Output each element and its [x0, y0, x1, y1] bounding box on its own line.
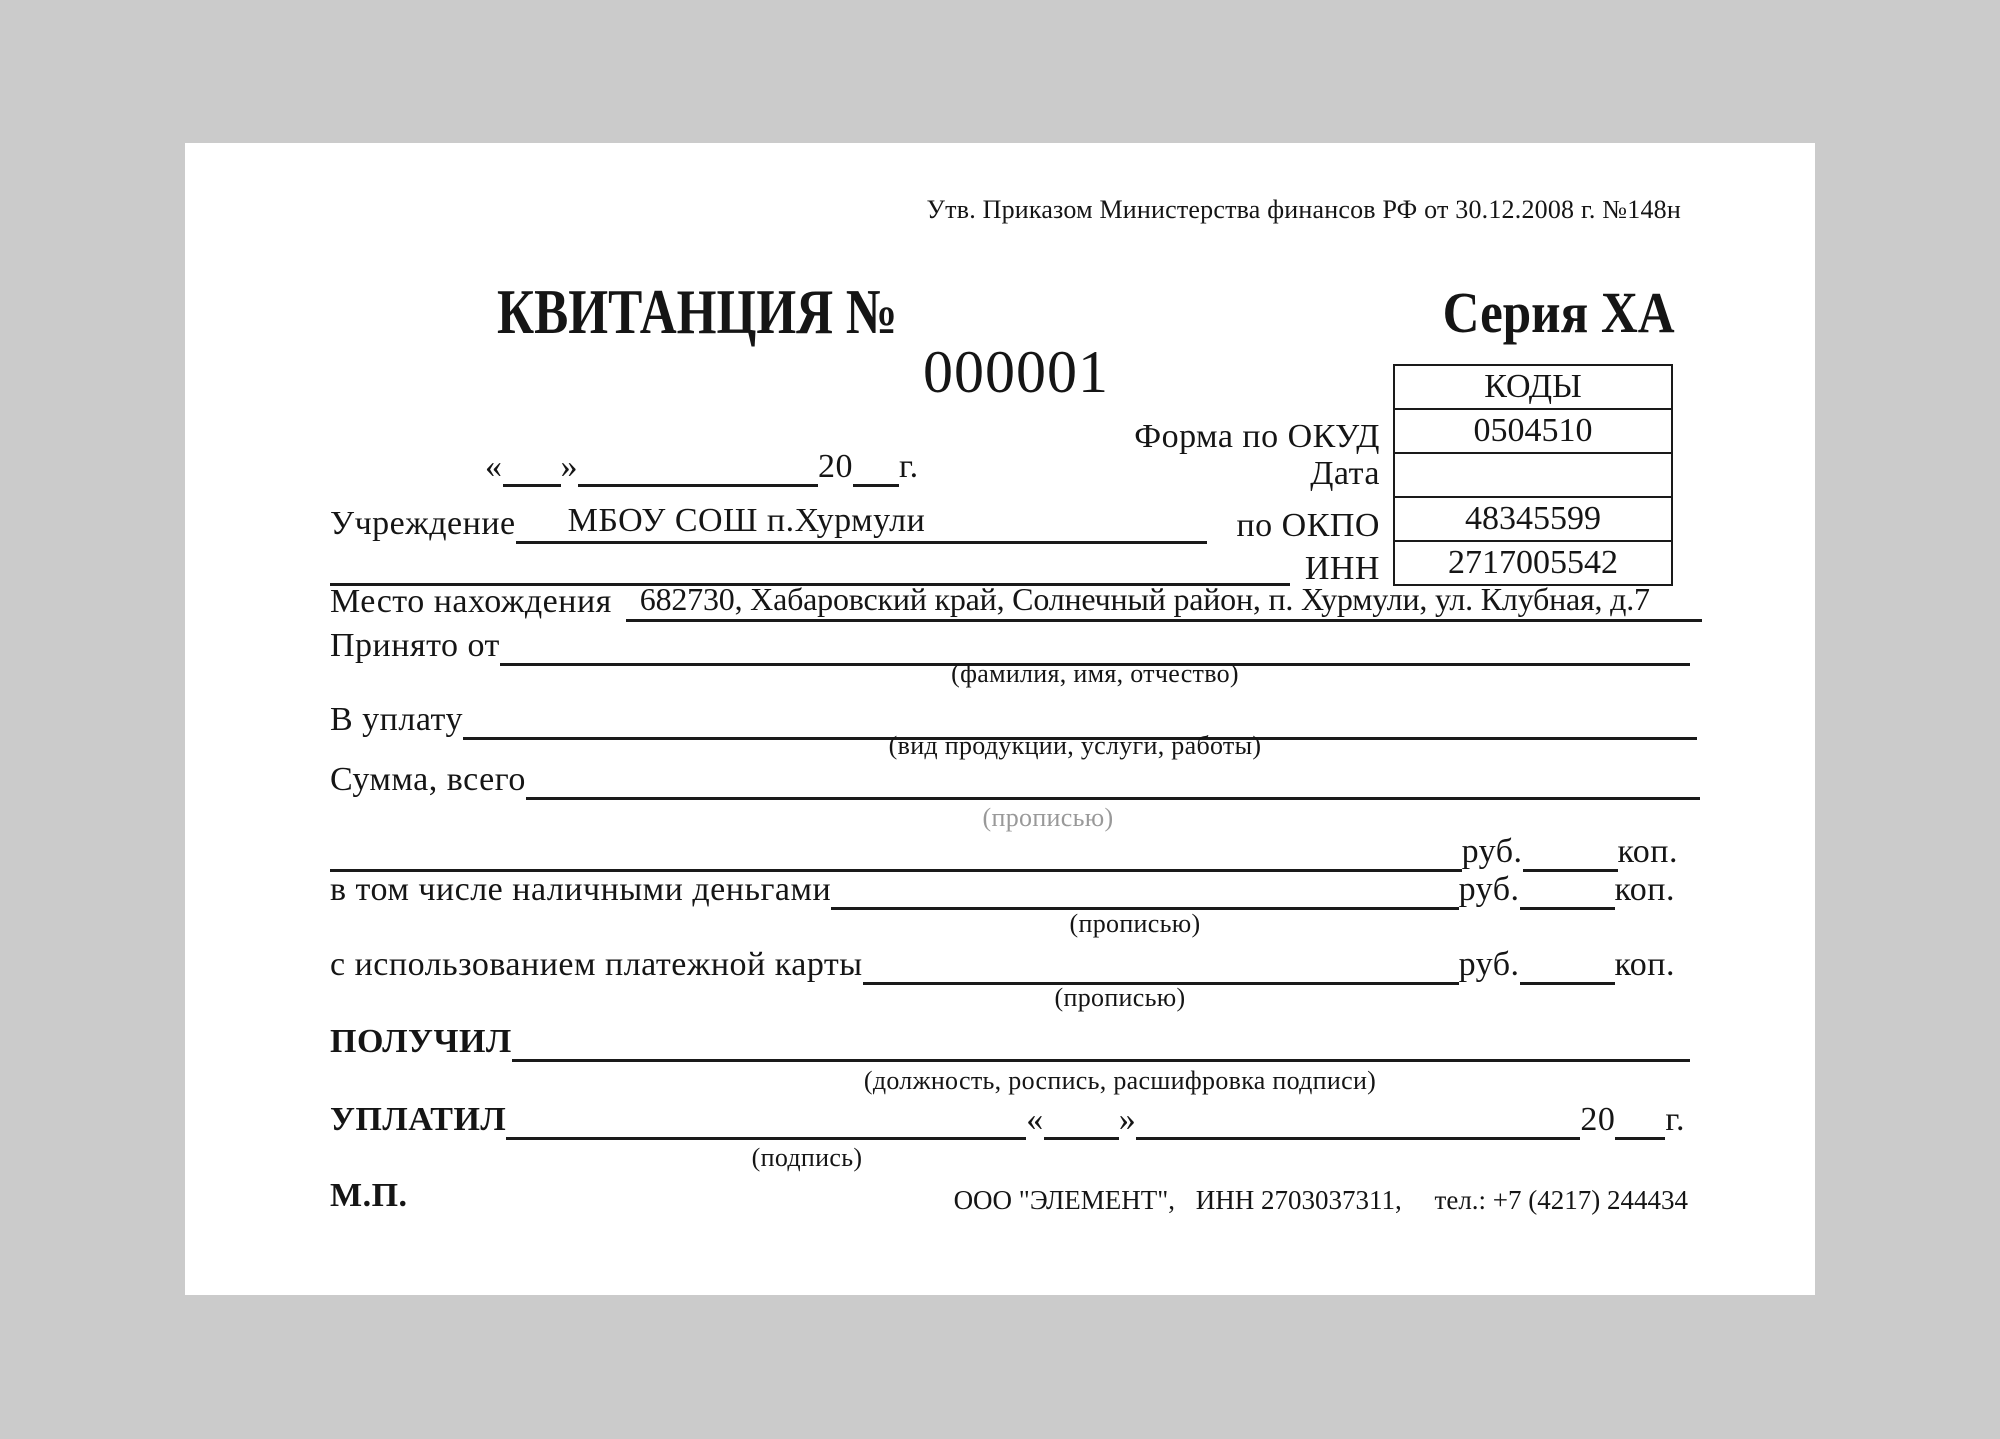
okud-code-cell: 0504510 [1395, 408, 1671, 452]
institution-label: Учреждение [330, 505, 516, 542]
payment-for-hint: (вид продукции, услуги, работы) [888, 731, 1262, 760]
received-from-label: Принято от [330, 627, 500, 664]
paid-month-field [1136, 1095, 1580, 1140]
cash-label: в том числе наличными деньгами [330, 871, 832, 908]
vendor-phone: тел.: +7 (4217) 244434 [1434, 1185, 1688, 1215]
received-from-hint: (фамилия, имя, отчество) [951, 659, 1239, 688]
inn-code-cell: 2717005542 [1395, 540, 1671, 584]
year-field [853, 442, 899, 487]
vendor-footer [954, 1183, 1688, 1217]
card-rub-field [1520, 940, 1615, 985]
location-label: Место нахождения [330, 583, 612, 620]
kop-label: коп. [1614, 946, 1675, 983]
series-label: Серия ХА [1442, 280, 1675, 345]
paid-by-label: УПЛАТИЛ [330, 1101, 507, 1138]
received-by-field [512, 1017, 1690, 1062]
location-value: 682730, Хабаровский край, Солнечный район, п. Хурмули, ул. Клубная, д.7 [639, 581, 1650, 617]
vendor-company: ООО "ЭЛЕМЕНТ", [953, 1185, 1176, 1215]
cash-line [330, 868, 1675, 910]
codes-table [1393, 364, 1673, 586]
total-words-hint: (прописью) [982, 803, 1114, 832]
day-field [503, 442, 561, 487]
quote-open: « [1026, 1101, 1044, 1138]
date-label: Дата [1310, 455, 1380, 492]
quote-open: « [485, 448, 503, 485]
date-line [485, 445, 936, 487]
total-field [526, 755, 1700, 800]
month-field [578, 442, 818, 487]
paid-by-line [330, 1098, 1685, 1140]
stamp-label: М.П. [330, 1177, 408, 1214]
receipt-document [185, 143, 1815, 1295]
kop-label: коп. [1614, 871, 1675, 908]
kop-label: коп. [1617, 833, 1678, 870]
cash-field [831, 865, 1458, 910]
approval-line: Утв. Приказом Министерства финансов РФ от 30.12.2008 г. №148н [926, 195, 1681, 224]
date-code-cell [1395, 452, 1671, 496]
year-suffix: г. [1665, 1101, 1685, 1138]
paid-by-signature-field [506, 1095, 1026, 1140]
total-line [330, 758, 1700, 800]
card-words-hint: (прописью) [1054, 983, 1186, 1012]
codes-header-cell: КОДЫ [1484, 368, 1582, 405]
okpo-code-cell: 48345599 [1395, 496, 1671, 540]
cash-words-hint: (прописью) [1069, 909, 1201, 938]
rub-label: руб. [1458, 871, 1520, 908]
signature-hint: (подпись) [751, 1143, 863, 1172]
stamp-line [330, 1174, 408, 1216]
inn-label: ИНН [1304, 550, 1380, 587]
paid-year-field [1615, 1095, 1665, 1140]
total-label: Сумма, всего [330, 761, 526, 798]
year-prefix: 20 [818, 448, 853, 485]
received-by-line [330, 1020, 1690, 1062]
okud-label: Форма по ОКУД [1134, 418, 1380, 455]
location-field [626, 577, 1702, 622]
institution-field [516, 499, 1207, 544]
year-prefix: 20 [1580, 1101, 1616, 1138]
card-line [330, 943, 1675, 985]
institution-value: МБОУ СОШ п.Хурмули [567, 502, 926, 539]
payment-for-label: В уплату [330, 701, 463, 738]
vendor-inn: ИНН 2703037311, [1195, 1185, 1402, 1215]
institution-line [330, 502, 1207, 544]
rub-label: руб. [1461, 833, 1523, 870]
received-by-label: ПОЛУЧИЛ [330, 1023, 512, 1060]
year-suffix: г. [899, 448, 919, 485]
received-by-hint: (должность, роспись, расшифровка подписи) [863, 1066, 1377, 1095]
paid-day-field [1044, 1095, 1119, 1140]
cash-rub-field [1520, 865, 1615, 910]
rub-label: руб. [1458, 946, 1520, 983]
receipt-title: КВИТАНЦИЯ № [497, 276, 898, 347]
okpo-label: по ОКПО [1236, 507, 1380, 544]
card-field [863, 940, 1459, 985]
card-label: с использованием платежной карты [330, 946, 863, 983]
receipt-number: 000001 [923, 339, 1109, 405]
quote-close: » [1118, 1101, 1137, 1138]
quote-close: » [560, 448, 578, 485]
location-line [330, 580, 1702, 622]
